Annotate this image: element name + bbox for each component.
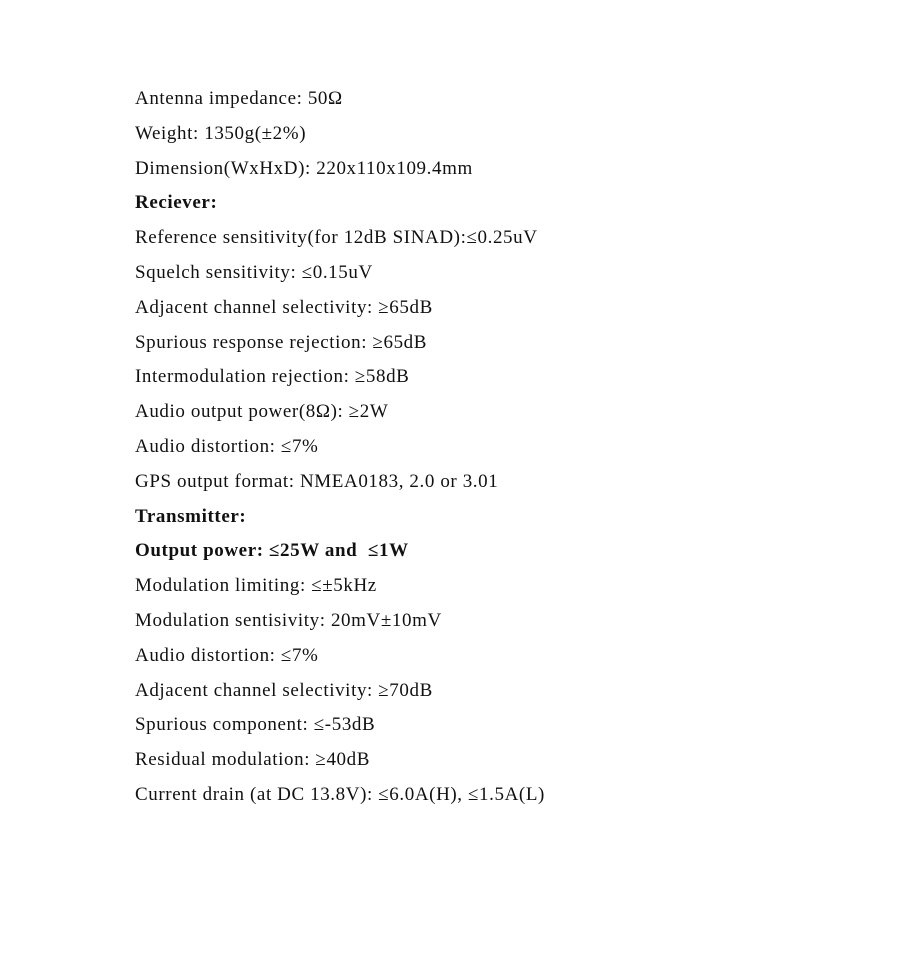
spec-gps-output-format: GPS output format: NMEA0183, 2.0 or 3.01 <box>135 470 499 492</box>
spec-antenna-impedance: Antenna impedance: 50Ω <box>135 88 343 109</box>
spec-spurious-response-rejection: Spurious response rejection: ≥65dB <box>135 331 428 353</box>
spec-modulation-limiting: Modulation limiting: ≤±5kHz <box>135 575 377 597</box>
spec-dimension: Dimension(WxHxD): 220x110x109.4mm <box>135 157 473 179</box>
section-heading-transmitter: Transmitter: <box>135 505 247 527</box>
section-heading-receiver: Reciever: <box>135 192 218 214</box>
spec-reference-sensitivity: Reference sensitivity(for 12dB SINAD):≤0.25uV <box>135 227 538 249</box>
spec-weight: Weight: 1350g(±2%) <box>135 122 307 144</box>
spec-audio-distortion-tx: Audio distortion: ≤7% <box>135 644 319 666</box>
spec-squelch-sensitivity: Squelch sensitivity: ≤0.15uV <box>135 261 373 283</box>
spec-adjacent-channel-selectivity-rx: Adjacent channel selectivity: ≥65dB <box>135 296 433 318</box>
spec-modulation-sensitivity: Modulation sentisivity: 20mV±10mV <box>135 609 442 631</box>
spec-audio-distortion-rx: Audio distortion: ≤7% <box>135 435 319 457</box>
spec-residual-modulation: Residual modulation: ≥40dB <box>135 749 371 771</box>
spec-adjacent-channel-selectivity-tx: Adjacent channel selectivity: ≥70dB <box>135 679 433 701</box>
spec-output-power: Output power: ≤25W and ≤1W <box>135 540 409 562</box>
spec-spurious-component: Spurious component: ≤-53dB <box>135 714 376 736</box>
spec-audio-output-power: Audio output power(8Ω): ≥2W <box>135 401 389 423</box>
spec-intermodulation-rejection: Intermodulation rejection: ≥58dB <box>135 366 410 388</box>
spec-list <box>135 82 545 813</box>
spec-current-drain: Current drain (at DC 13.8V): ≤6.0A(H), ≤1.5A(L) <box>135 783 545 805</box>
